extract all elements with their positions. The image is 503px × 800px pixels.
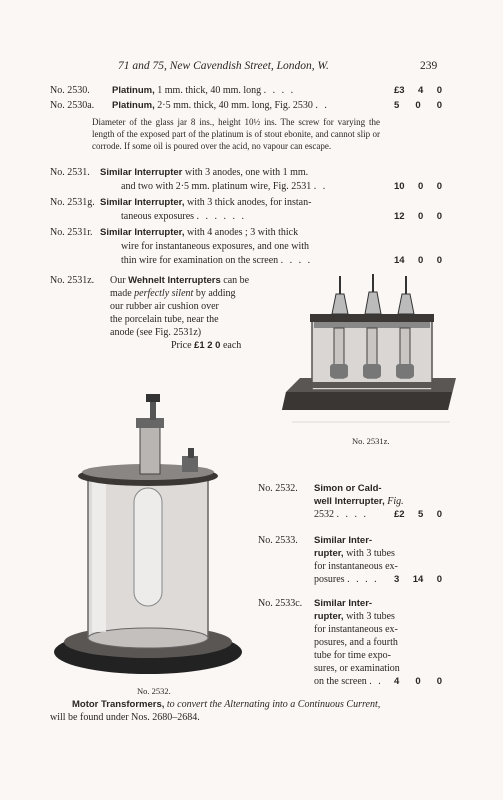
- item-name: Platinum,: [112, 85, 155, 96]
- item-price: 12 0 0: [394, 211, 442, 222]
- item-text: 1 mm. thick, 40 mm. long: [157, 85, 262, 96]
- item-price: £3 4 0: [394, 85, 442, 96]
- wehnelt-paragraph: No. 2531z. Our Wehnelt Interrupters can be made perfectly silent by adding our rubber air cushion over the porcelain tube, near the anode (see Fig. 2531z) Price £1 2 0 each: [50, 275, 250, 351]
- item-name: Similar Interrupter,: [100, 227, 185, 238]
- item-name: Similar Interrupter: [100, 167, 183, 178]
- fig-caption-2532: No. 2532.: [137, 686, 171, 696]
- item-price: 3 14 0: [394, 574, 442, 585]
- item-number: No. 2531g.: [50, 197, 95, 208]
- catalogue-page: 71 and 75, New Cavendish Street, London, W. 239 No. 2530. Platinum, 1 mm. thick, 40 mm. long . . . . £3 4 0 No. 2530a. Platinum, 2·5 mm. thick, 40 mm. long, Fig. 2530 . . 5 0 0 Diameter of the glass jar 8 ins., height 10½ ins. The screw for varying the length of the exposed part of the platinum is of stout ebonite, and cannot slip or corrode. If some oil is poured over the acid, no vapour can escape. No. 2531. Similar Interrupter with 3 anodes, one with 1 mm. and two with 2·5 mm. platinum wire, Fig. 2531 . . 10 0 0 No. 2531g. Similar Interrupter, with 3 thick anodes, for instan- taneous exposures . . . . . . 12 0 0 No. 2531r. Similar Interrupter, with 4 anodes ; 3 with thick wire for instantaneous exposures, and one with thin wire for examination on the screen . . . . 14 0 0 No. 2531z. Our Wehnelt Interrupters can be made perfectly silent by adding our rubber air cushion over the porcelain tube, near the anode (see Fig. 2531z) Price £1 2 0 each No. 2531z. No. 2532. No. 2532. Simon or Cald- well Interrupter, Fig. 2532 . . . . £2 5 0 No. 2533. Similar Inter- rupter, with 3 tubes for instantaneous ex- posures . . . . 3 14 0 No. 2533c. Similar Inter- rupter, with 3 tubes for instantaneous ex- posures, and a fourth tube for time expo- sures, or examination on the screen . . 4 0 0 Motor Transformers, to convert the Alternating into a Continuous Current, will be found under Nos. 2680–2684.: [0, 0, 503, 800]
- header-address: 71 and 75, New Cavendish Street, London, W.: [118, 60, 329, 72]
- fig-caption-2531z: No. 2531z.: [352, 436, 390, 446]
- item-2532: No. 2532. Simon or Cald- well Interrupter, Fig. 2532 . . . .: [258, 483, 404, 520]
- figure-2531z-illustration: [282, 270, 460, 432]
- item-price: 5 0 0: [394, 100, 442, 111]
- item-number: No. 2531.: [50, 167, 90, 178]
- item-name: Similar Interrupter,: [100, 197, 185, 208]
- item-price: 14 0 0: [394, 255, 442, 266]
- item-number: No. 2530.: [50, 85, 90, 96]
- item-price: 10 0 0: [394, 181, 442, 192]
- item-2533: No. 2533. Similar Inter- rupter, with 3 tubes for instantaneous ex- posures . . . .: [258, 535, 398, 585]
- item-number: No. 2531r.: [50, 227, 93, 238]
- item-price: £2 5 0: [394, 509, 442, 520]
- item-text: 2·5 mm. thick, 40 mm. long, Fig. 2530: [157, 100, 313, 111]
- item-price: 4 0 0: [394, 676, 442, 687]
- item-number: No. 2530a.: [50, 100, 95, 111]
- page-header: [0, 60, 503, 78]
- item-2533c: No. 2533c. Similar Inter- rupter, with 3 tubes for instantaneous ex- posures, and a fourth tube for time expo- sures, or examination on the screen . .: [258, 598, 400, 687]
- item-name: Platinum,: [112, 100, 155, 111]
- figure-2532-illustration: [52, 390, 244, 682]
- footer-note: Motor Transformers, to convert the Alternating into a Continuous Current, will be found under Nos. 2680–2684.: [50, 699, 381, 723]
- item-note: Diameter of the glass jar 8 ins., height 10½ ins. The screw for varying the length of the exposed part of the platinum is of stout ebonite, and cannot slip or corrode. If some oil is poured over the acid, no vapour can escape.: [92, 117, 380, 151]
- page-number: 239: [420, 60, 438, 72]
